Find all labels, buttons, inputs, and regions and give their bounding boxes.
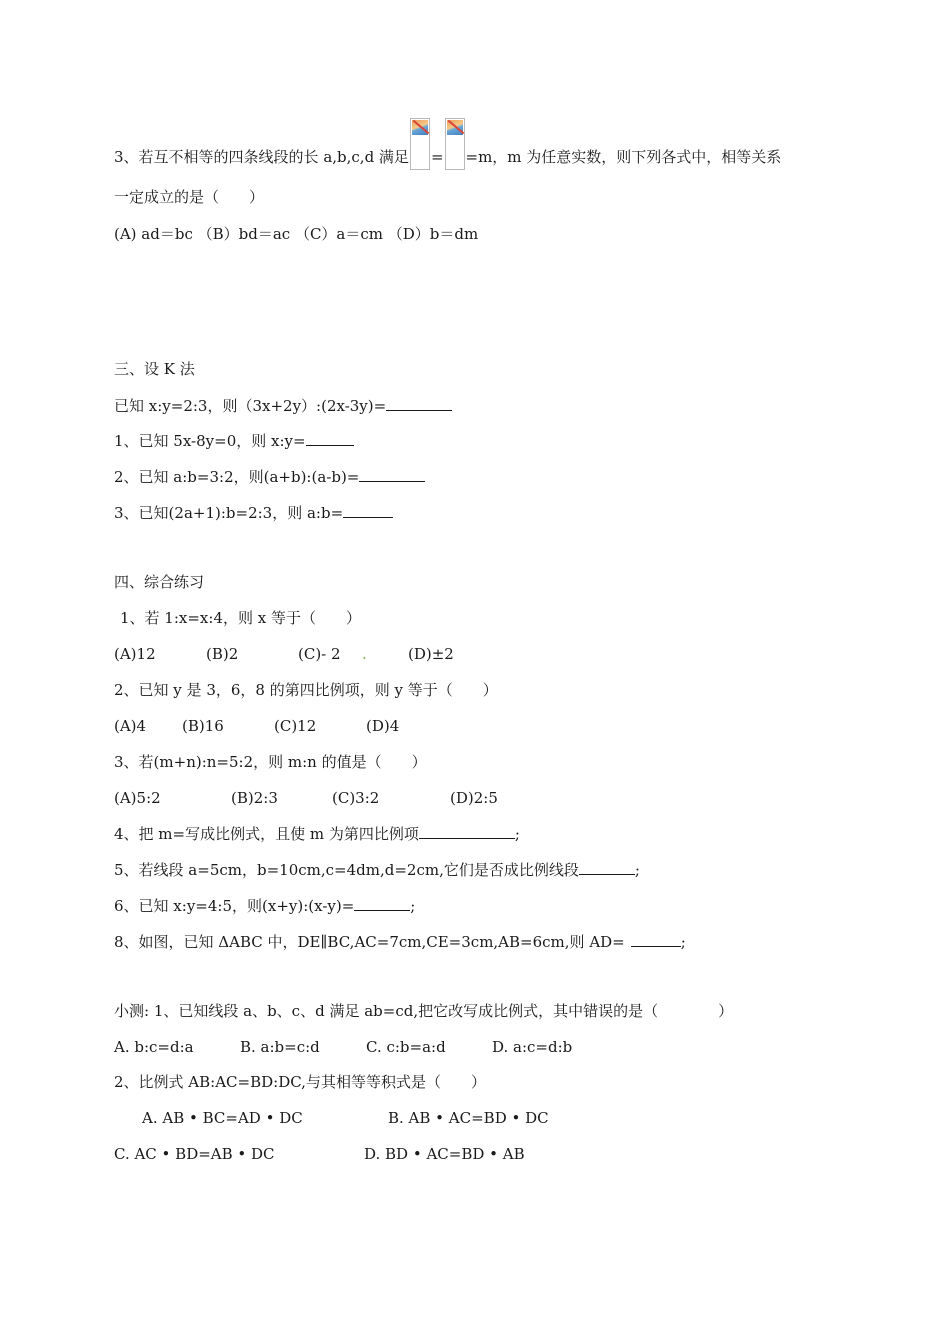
option: (D)±2 [408,645,454,663]
s4-q1: 1、若 1:x=x:4，则 x 等于（ ） [120,609,361,627]
section3-item-2 [114,467,425,487]
answer-blank [343,503,393,518]
answer-blank [359,467,425,482]
option: (D)4 [366,717,400,735]
option: (B)2 [206,645,239,663]
option: (B)2:3 [231,789,278,807]
option: A. b:c=d:a [114,1038,194,1056]
q3-text-post: =m，m 为任意实数，则下列各式中，相等关系 [465,148,782,166]
s4-q4 [114,824,520,844]
semicolon: ; [634,861,640,879]
section3-title: 三、设 K 法 [114,360,195,378]
answer-blank [354,896,410,911]
broken-image-icon [410,118,430,170]
option: C. AC • BD=AB • DC [114,1145,275,1163]
option: (B)16 [182,717,224,735]
question-text: 4、把 m=写成比例式，且使 m 为第四比例项 [114,825,419,843]
option: A. AB • BC=AD • DC [142,1109,303,1127]
answer-blank [386,396,452,411]
quiz-q2: 2、比例式 AB:AC=BD:DC,与其相等等积式是（ ） [114,1073,486,1091]
s4-q8 [114,932,686,952]
semicolon: ; [514,825,520,843]
answer-blank [419,824,515,839]
option: (C)3:2 [332,789,380,807]
item-text: 2、已知 a:b=3:2，则(a+b):(a-b)= [114,468,360,486]
section3-item-3 [114,503,393,523]
option: (A)4 [114,717,147,735]
example-text: 已知 x:y=2:3，则（3x+2y）:(2x-3y)= [114,397,387,415]
option: C. c:b=a:d [366,1038,446,1056]
item-text: 3、已知(2a+1):b=2:3，则 a:b= [114,504,344,522]
option: (D)2:5 [450,789,498,807]
quiz-q2-options-ab [142,1108,549,1128]
q3-line2: 一定成立的是（ ） [114,188,265,206]
answer-blank [631,932,681,947]
broken-image-icon [445,118,465,170]
s4-q3: 3、若(m+n):n=5:2，则 m:n 的值是（ ） [114,753,427,771]
semicolon: ; [680,933,686,951]
section3-item-1 [114,431,354,451]
answer-blank [579,860,635,875]
quiz-q1: 小测: 1、已知线段 a、b、c、d 满足 ab=cd,把它改写成比例式，其中错误的是（ ） [114,1002,734,1020]
question-text: 6、已知 x:y=4:5，则(x+y):(x-y)= [114,897,355,915]
q3-text-pre: 3、若互不相等的四条线段的长 a,b,c,d 满足 [114,148,409,166]
option: (A)12 [114,645,156,663]
stray-dot: . [362,645,367,663]
q3-options: (A) ad＝bc （B）bd＝ac （C）a＝cm （D）b＝dm [114,225,479,243]
section3-example [114,396,452,416]
s4-q6 [114,896,415,916]
s4-q3-options [114,788,498,808]
option: D. a:c=d:b [492,1038,573,1056]
option: (C)- 2 [298,645,341,663]
option: B. AB • AC=BD • DC [388,1109,549,1127]
section4-title: 四、综合练习 [114,573,205,591]
option: (C)12 [274,717,317,735]
s4-q2: 2、已知 y 是 3，6，8 的第四比例项，则 y 等于（ ） [114,681,498,699]
question-text: 8、如图，已知 ΔABC 中，DE∥BC,AC=7cm,CE=3cm,AB=6cm,则 AD= [114,933,625,951]
item-text: 1、已知 5x-8y=0，则 x:y= [114,432,306,450]
option: B. a:b=c:d [240,1038,320,1056]
s4-q2-options [114,716,399,736]
quiz-q2-options-cd [114,1144,525,1164]
question-text: 5、若线段 a=5cm，b=10cm,c=4dm,d=2cm,它们是否成比例线段 [114,861,579,879]
semicolon: ; [410,897,416,915]
quiz-q1-options [114,1037,572,1057]
option: (A)5:2 [114,789,161,807]
s4-q1-options [114,644,454,664]
answer-blank [306,431,354,446]
s4-q5 [114,860,640,880]
q3-line1 [114,132,781,184]
option: D. BD • AC=BD • AB [364,1145,525,1163]
equals-sign: = [430,148,444,166]
